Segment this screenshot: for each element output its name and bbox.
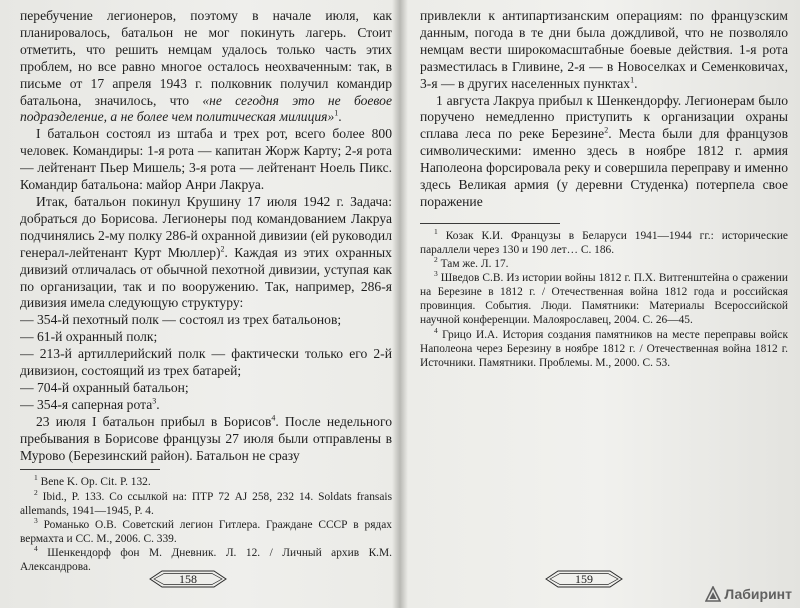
right-p1-fnref: 1 [630, 75, 635, 85]
right-footnote-4 [420, 325, 788, 370]
left-p1-fnref: 1 [334, 108, 339, 118]
right-fn2-num: 2 [434, 255, 438, 265]
left-fn3-text: Романько О.В. Советский легион Гитлера. Граждане СССР в рядах вермахта и СС. М., 2006. С. 339. [20, 518, 392, 545]
left-fn1-text: Bene K. Op. Cit. P. 132. [40, 476, 151, 489]
right-p1-tail: . [634, 75, 638, 91]
right-footnote-2 [420, 257, 788, 271]
right-fn3-num: 3 [434, 269, 438, 279]
left-fn2-num: 2 [34, 487, 38, 497]
right-footnotes [420, 229, 788, 370]
left-li5-tail: . [156, 396, 160, 412]
left-paragraph-3 [20, 194, 392, 312]
left-paragraph-4 [20, 414, 392, 465]
left-footnote-1 [20, 475, 392, 489]
left-p4-text: 23 июля I батальон прибыл в Борисов [36, 413, 272, 429]
left-paragraph-2: I батальон состоял из штаба и трех рот, всего более 800 человек. Командиры: 1-я рота — капитан Жорж Карту; 2-я рота — лейтенант Пьер Мишель; 3-я рота — лейтенант Ноель Пикс. Командир батальона: майор Анри Лакруа. [20, 126, 392, 193]
left-fn1-num: 1 [34, 473, 38, 483]
left-paragraph-1: перебучение легионеров, поэтому в начале июля, как планировалось, батальон не мог покинуть лагерь. Стоит отметить, что решить немцам удалось только часть этих проблем, но все равно многое осталось неохваченным: так, в письме от 17 апреля 1943 г. полковник получил командир батальона, значилось, что «не сегодня это не боевое подразделение, а не более чем политическая милиция»$^1$. [20, 8, 392, 125]
left-footnote-3 [20, 515, 392, 546]
left-page-number [148, 568, 228, 590]
left-p3-tail: . Каждая из этих охранных дивизий отличалась от обычной пехотной дивизии, уступая как по организации, так и по вооружению. Так, например, 286-я дивизия имела следующую структуру: [20, 244, 392, 311]
left-list-item-4: — 704-й охранный батальон; [20, 379, 189, 395]
labyrinth-logo-icon [705, 586, 721, 602]
left-li5-fnref: 3 [152, 396, 157, 406]
left-list-item-2: — 61-й охранный полк; [20, 329, 158, 345]
right-page [420, 8, 788, 600]
right-fn2-text: Там же. Л. 17. [440, 258, 509, 271]
right-fn1-text: Козак К.И. Французы в Беларуси 1941—1944 гг.: исторические параллели через 130 и 190 лет… С. 186. [420, 229, 788, 256]
left-list-item-1: — 354-й пехотный полк — состоял из трех батальонов; [20, 312, 342, 328]
right-page-number [544, 568, 624, 590]
left-fn3-num: 3 [34, 515, 38, 525]
left-body-text [20, 8, 392, 464]
right-page-number-text: 159 [575, 571, 593, 586]
right-fn4-num: 4 [434, 325, 438, 335]
left-p4-fnref: 4 [271, 413, 276, 423]
publisher-watermark [705, 586, 792, 602]
right-p2-tail: . Места были для французов символическими: именно здесь в ноябре 1812 г. армия Наполеона форсировала реку и совершила переправу и именно здесь Великая армия (у деревни Студенка) потерпела свое поражение [420, 126, 788, 209]
right-p2-text: 1 августа Лакруа прибыл к Шенкендорфу. Легионерам было поручено немедленно приступить к организации охраны сплава леса по реке Березине [420, 92, 788, 142]
left-footnote-2 [20, 487, 392, 518]
right-p2-fnref: 2 [604, 125, 609, 135]
left-p3-text: Итак, батальон покинул Крушину 17 июля 1942 г. Задача: добраться до Борисова. Легионеры под командованием Лакруа подчинялись 2-му полку 286-й охранной дивизии (ей руководил генерал-лейтенант Курт Мюллер) [20, 193, 392, 260]
right-p1-text: привлекли к антипартизанским операциям: по французским данным, погода в те дни была дождливой, что не позволяло немцам вести широкомасштабные боевые действия. 1-я рота разместилась в Гливине, 2-я — в Новоселках и Семенковичах, 3-я — в других населенных пунктах [420, 8, 788, 91]
left-page [20, 8, 392, 600]
right-fn4-text: Грицо И.А. История создания памятников на месте переправы войск Наполеона через Березину в ноябре 1812 г. / Отечественная война 1812 г. Источники. Памятники. Проблемы. М., 2000. С. 53. [420, 328, 788, 369]
left-fn4-text: Шенкендорф фон М. Дневник. Л. 12. / Личный архив К.М. Александрова. [20, 546, 392, 574]
left-list-item-3: — 213-й артиллерийский полк — фактически только его 2-й дивизион, состоящий из трех батарей; [20, 346, 392, 379]
right-footnote-1 [420, 229, 788, 257]
left-page-number-text: 158 [179, 571, 197, 586]
right-fn3-text: Шведов С.В. Из истории войны 1812 г. П.Х. Витгенштейна о сражении на Березине в 1812 г. / Отечественная война 1812 года и российская провинция. События. Люди. Памятники: Материалы Всероссийской научной конференции. Малоярославец, 2004. С. 26—45. [420, 272, 788, 327]
left-p1-text-a: перебучение легионеров, поэтому в начале июля, как планировалось, батальон не мог покинуть лагерь. Стоит отметить, что решить немцам удалось только часть этих проблем, но все равно многое осталось неохваченным: так, в письме от 17 апреля 1943 г. полковник получил командир батальона, значилось, что [20, 8, 392, 108]
left-fn4-num: 4 [34, 544, 38, 554]
left-p4-tail: . После недельного пребывания в Борисове французы 27 июля были отправлены в Мурово (Березинский район). Батальон не сразу [20, 413, 392, 463]
right-paragraph-2 [420, 93, 788, 211]
left-p1-quote: «не сегодня это не боевое подразделение, а не более чем политическая милиция» [20, 92, 392, 125]
left-footnotes [20, 475, 392, 574]
right-body-text [420, 8, 788, 211]
left-p3-fnref: 2 [220, 244, 225, 254]
right-footnote-rule [420, 223, 560, 224]
right-fn1-num: 1 [434, 227, 438, 237]
left-footnote-rule [20, 469, 160, 470]
right-footnote-3 [420, 271, 788, 327]
left-li5-text: — 354-я саперная рота [20, 396, 153, 412]
right-paragraph-1 [420, 8, 788, 93]
left-fn2-text: Ibid., P. 133. Со ссылкой на: ПТР 72 AJ 258, 232 14. Soldats fransais allemands, 1941—1945, P. 4. [20, 490, 392, 517]
left-list-item-5 [20, 397, 392, 414]
publisher-name: Лабиринт [724, 586, 792, 602]
